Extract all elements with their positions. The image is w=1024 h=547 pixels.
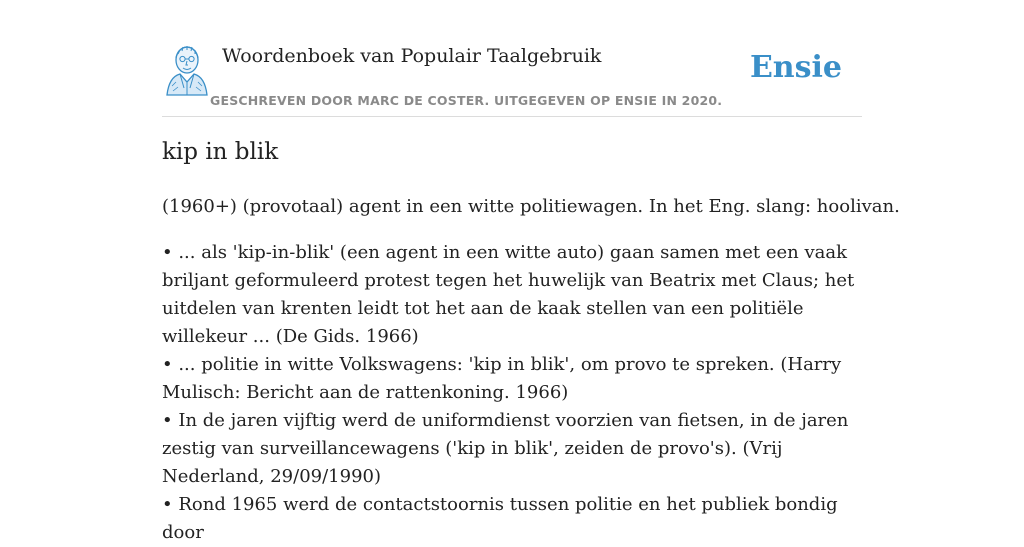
- quote-item: • ... politie in witte Volkswagens: 'kip in blik', om provo te spreken. (Harry Mulisch: Bericht aan de rattenkoning. 1966): [162, 354, 842, 403]
- page: [162, 0, 900, 543]
- book-title[interactable]: Woordenboek van Populair Taalgebruik: [222, 45, 602, 67]
- ensie-logo-link[interactable]: Ensie: [749, 50, 842, 85]
- quote-item: • In de jaren vijftig werd de uniformdienst voorzien van fietsen, in de jaren zestig van surveillancewagens ('kip in blik', zeiden de provo's). (Vrij Nederland, 29/09/1990): [162, 410, 849, 487]
- author-portrait-icon: [164, 44, 210, 96]
- header: [162, 0, 862, 117]
- quote-item: • Rond 1965 werd de contactstoornis tussen politie en het publiek bondig door: [162, 494, 838, 543]
- byline: GESCHREVEN DOOR MARC DE COSTER. UITGEGEVEN OP ENSIE IN 2020.: [210, 93, 723, 108]
- entry-title: kip in blik: [162, 139, 279, 165]
- entry-definition: (1960+) (provotaal) agent in een witte politiewagen. In het Eng. slang: hoolivan.: [162, 196, 900, 217]
- quote-list: [162, 239, 862, 547]
- quote-item: • ... als 'kip-in-blik' (een agent in een witte auto) gaan samen met een vaak briljant geformuleerd protest tegen het huwelijk van Beatrix met Claus; het uitdelen van krenten leidt tot het aan de kaak stellen van een politiële willekeur ... (De Gids. 1966): [162, 242, 855, 347]
